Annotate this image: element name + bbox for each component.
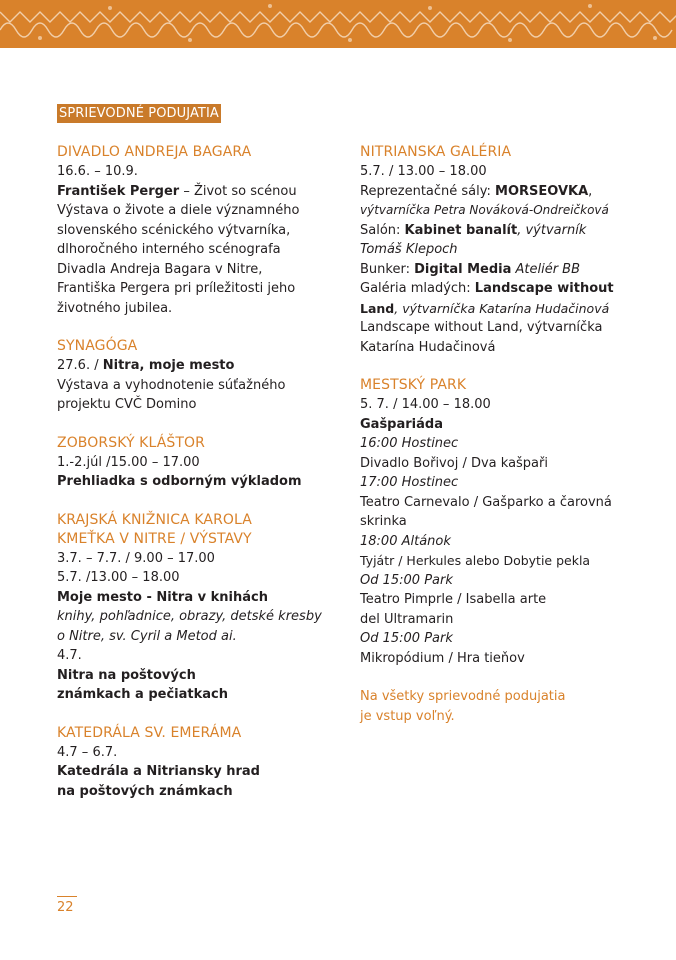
program-time: Od 15:00 Park — [360, 572, 453, 588]
decorative-banner — [0, 0, 676, 48]
admission-note — [360, 687, 630, 726]
note-line: Na všetky sprievodné podujatia — [360, 689, 566, 704]
event-dates: 4.7 – 6.7. — [57, 744, 118, 760]
event-desc-line: Výstava o živote a diele významného — [57, 203, 300, 218]
event-desc-line: dlhoročného interného scénografa — [57, 242, 281, 257]
program-item: Tyjátr / Herkules alebo Dobytie pekla — [360, 553, 591, 568]
program-time: Od 15:00 Park — [360, 631, 453, 646]
event-synagoga — [57, 337, 327, 415]
event-katedrala — [57, 724, 327, 802]
event-line: Galéria mladých: Landscape without — [360, 281, 614, 296]
event-zobor — [57, 434, 327, 492]
page-number-rule — [57, 896, 77, 897]
event-line: Salón: Kabinet banalít, výtvarník — [360, 222, 587, 238]
event-title: Gašpariáda — [360, 416, 443, 432]
venue-heading: ZOBORSKÝ KLÁŠTOR — [57, 434, 205, 451]
program-time: 18:00 Altánok — [360, 533, 451, 549]
event-dates: 5.7. / 13.00 – 18.00 — [360, 164, 487, 179]
event-desc-line: životného jubilea. — [57, 300, 173, 316]
event-desc-line: knihy, pohľadnice, obrazy, detské kresby — [57, 609, 322, 624]
event-title: Prehliadka s odborným výkladom — [57, 474, 302, 489]
event-desc-line: Františka Pergera pri príležitosti jeho — [57, 281, 296, 296]
event-dates: 5.7. /13.00 – 18.00 — [57, 570, 180, 585]
event-line: Landscape without Land, výtvarníčka — [360, 320, 603, 335]
venue-heading: SYNAGÓGA — [57, 338, 138, 354]
event-title: František Perger – Život so scénou — [57, 183, 297, 199]
venue-heading: DIVADLO ANDREJA BAGARA — [57, 144, 252, 160]
event-line: Land, výtvarníčka Katarína Hudačinová — [360, 300, 610, 316]
left-column — [57, 143, 327, 820]
event-desc-line: projektu CVČ Domino — [57, 397, 197, 412]
page-number: 22 — [57, 900, 74, 915]
program-item: del Ultramarin — [360, 611, 454, 627]
event-dates: 1.-2.júl /15.00 – 17.00 — [57, 454, 200, 470]
note-line: je vstup voľný. — [360, 708, 455, 724]
event-desc-line: Divadla Andreja Bagara v Nitre, — [57, 261, 263, 277]
event-dates: 16.6. – 10.9. — [57, 164, 138, 179]
program-item: Teatro Pimprle / Isabella arte — [360, 592, 547, 607]
event-dates: 4.7. — [57, 648, 82, 663]
event-title: známkach a pečiatkach — [57, 687, 228, 702]
event-desc-line: Výstava a vyhodnotenie súťažného — [57, 377, 286, 393]
event-title: Moje mesto - Nitra v knihách — [57, 589, 268, 605]
program-item: Mikropódium / Hra tieňov — [360, 650, 525, 666]
event-line: Tomáš Klepoch — [360, 242, 458, 257]
event-line: výtvarníčka Petra Nováková-Ondreičková — [360, 203, 609, 217]
program-time: 16:00 Hostinec — [360, 436, 459, 451]
program-item: Teatro Carnevalo / Gašparko a čarovná — [360, 494, 612, 510]
event-galeria — [360, 143, 630, 357]
event-line: Reprezentačné sály: MORSEOVKA, — [360, 183, 593, 199]
venue-heading: MESTSKÝ PARK — [360, 377, 467, 393]
ornament-pattern — [0, 0, 676, 48]
program-time: 17:00 Hostinec — [360, 475, 459, 490]
program-item: Divadlo Bořivoj / Dva kašpaři — [360, 455, 548, 471]
venue-heading: KRAJSKÁ KNIŽNICA KAROLA — [57, 511, 252, 528]
section-tag: SPRIEVODNÉ PODUJATIA — [59, 106, 219, 121]
event-park — [360, 376, 630, 668]
event-divadlo — [57, 143, 327, 318]
venue-heading: NITRIANSKA GALÉRIA — [360, 144, 512, 160]
right-column — [360, 143, 630, 745]
event-title: na poštových známkach — [57, 783, 233, 799]
event-kniznica — [57, 511, 327, 705]
program-item: skrinka — [360, 514, 407, 529]
event-desc-line: o Nitre, sv. Cyril a Metod ai. — [57, 628, 237, 644]
event-title: Nitra na poštových — [57, 667, 196, 683]
venue-heading: KATEDRÁLA SV. EMERÁMA — [57, 724, 242, 741]
event-line: Bunker: Digital Media Ateliér BB — [360, 261, 581, 277]
event-dates: 5. 7. / 14.00 – 18.00 — [360, 397, 491, 412]
event-title: Katedrála a Nitriansky hrad — [57, 764, 260, 779]
event-dates: 3.7. – 7.7. / 9.00 – 17.00 — [57, 550, 215, 566]
event-desc-line: slovenského scénického výtvarníka, — [57, 222, 291, 238]
event-title: 27.6. / Nitra, moje mesto — [57, 358, 235, 373]
event-line: Katarína Hudačinová — [360, 339, 496, 355]
venue-heading: KMEŤKA V NITRE / VÝSTAVY — [57, 530, 252, 547]
